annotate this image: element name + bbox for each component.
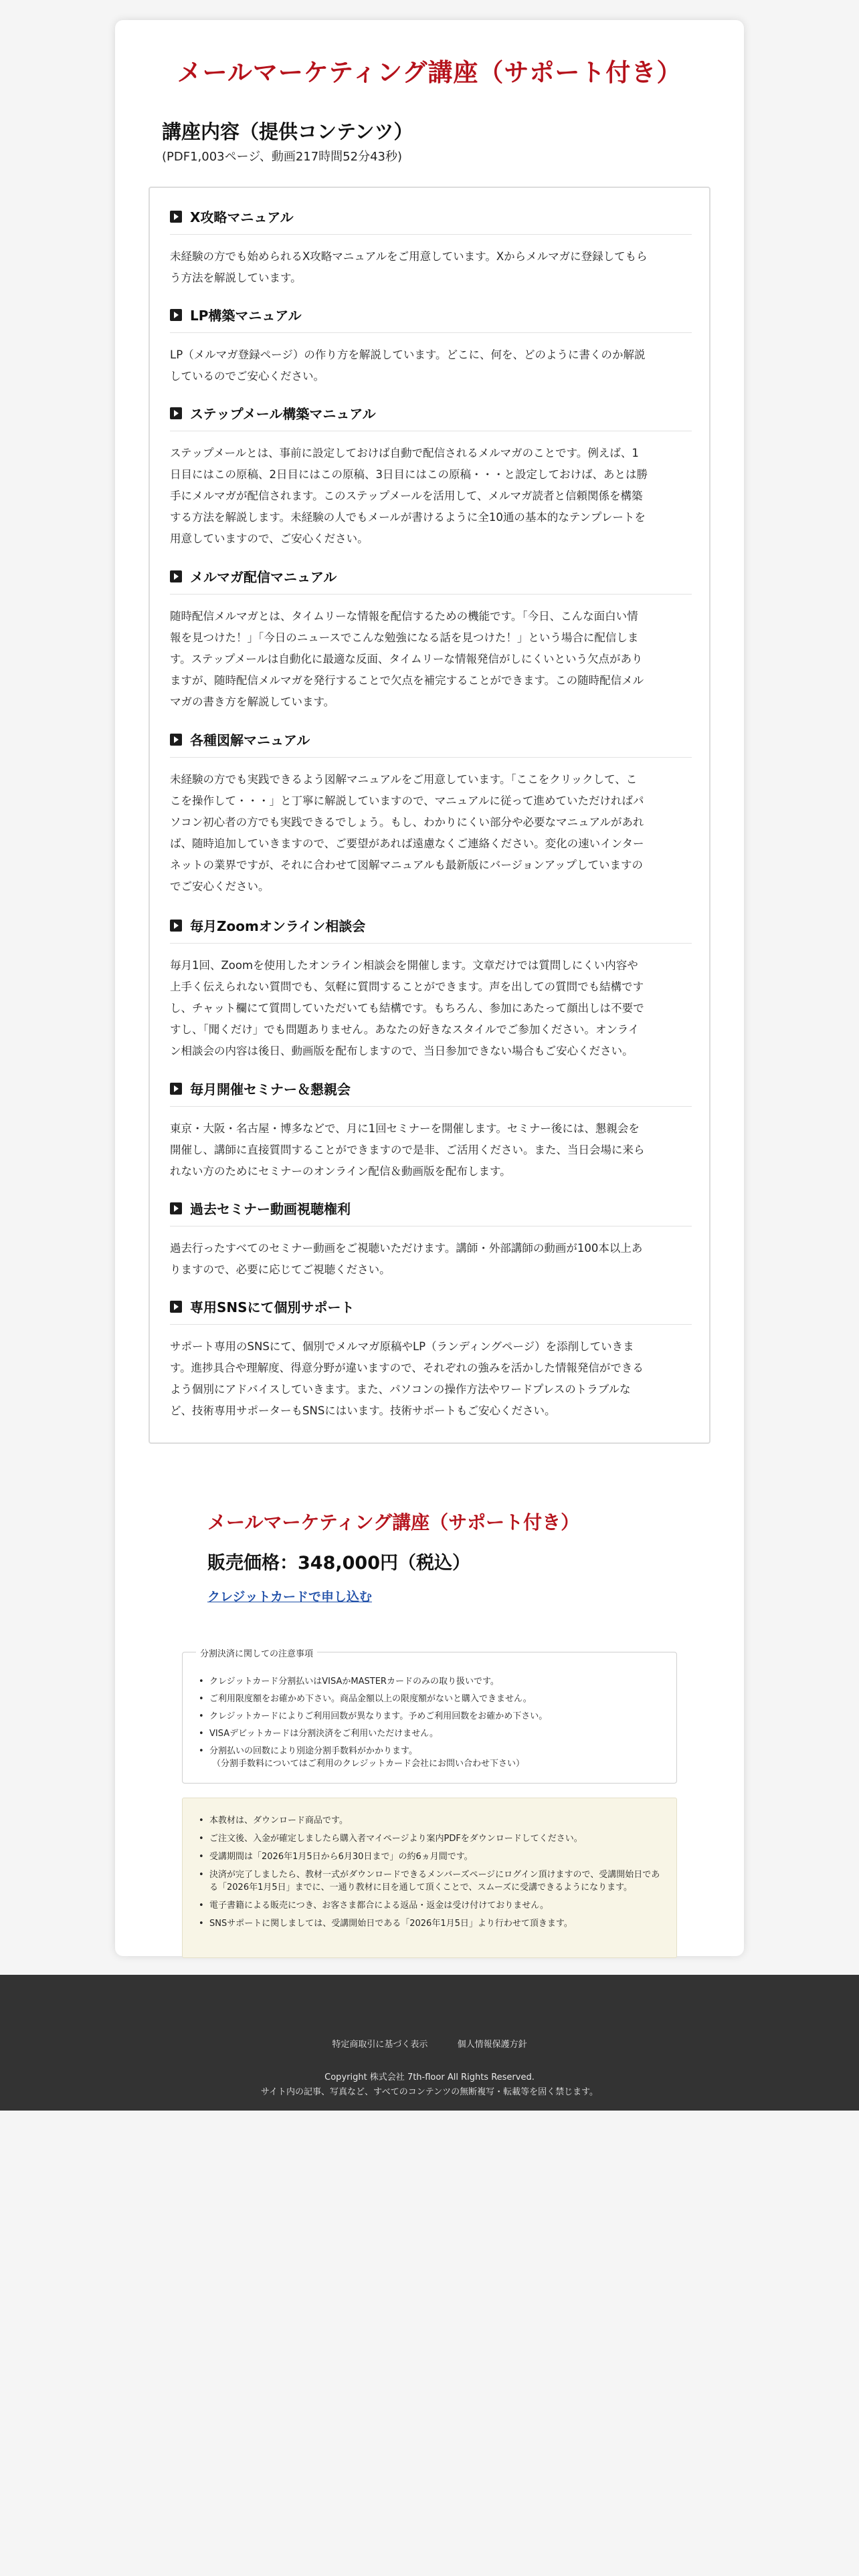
section-zukai-manual [170,730,692,897]
tokutei-link[interactable]: 特定商取引に基づく表示 [332,2040,428,2050]
section-x-manual [170,207,692,289]
section-title: 過去セミナー動画視聴権利 [190,1201,351,1217]
section-body: 過去行ったすべてのセミナー動画をご視聴いただけます。講師・外部講師の動画が100本以上あ りますので、必要に応じてご視聴ください。 [170,1242,643,1276]
section-title: LP構築マニュアル [190,308,302,324]
notice-label: 分割決済に関しての注意事項 [196,1646,317,1659]
section-body: 未経験の方でも実践できるよう図解マニュアルをご用意しています。「ここをクリックして、こ こを操作して・・・」と丁寧に解説していますので、マニュアルに従って進めていただければパ ソコン初心者の方でも実践できるでしょう。もし、わかりにくい部分や必要なマニュアルがあれ ば、随時追加していきますので、ご要望があれば遠慮なくご連絡ください。変化の速いインター ネットの業界ですが、それに合わせて図解マニュアルも最新版にバージョンアップしていますの でご安心ください。 [170,773,644,893]
list-item: • クレジットカード分割払いはVISAかMASTERカードのみの取り扱いです。 [209,1675,664,1688]
play-square-icon [170,920,182,932]
sale-price: 販売価格：348,000円（税込） [207,1553,470,1574]
section-body: LP（メルマガ登録ページ）の作り方を解説しています。どこに、何を、どのように書くのか解説 しているのでご安心ください。 [170,348,646,383]
purchase-info-box [182,1798,677,1958]
copyright-text: Copyright 株式会社 7th-floor All Rights Reserved. [324,2072,535,2082]
play-square-icon [170,1083,182,1095]
page-title: メールマーケティング講座（サポート付き） [177,58,682,87]
contents-subheading: (PDF1,003ページ、動画217時間52分43秒) [162,150,403,164]
sale-title: メールマーケティング講座（サポート付き） [207,1511,580,1533]
play-square-icon [170,1202,182,1214]
list-item: • 決済が完了しましたら、教材一式がダウンロードできるメンバーズページにログイン頂けますので、受講開始日である「2026年1月5日」までに、一通り教材に目を通して頂くことで、スムーズに受講できるようになります。 [209,1868,664,1894]
section-body: 未経験の方でも始められるX攻略マニュアルをご用意しています。Xからメルマガに登録してもら う方法を解説しています。 [170,250,648,284]
section-body: サポート専用のSNSにて、個別でメルマガ原稿やLP（ランディングページ）を添削していきま す。進捗具合や理解度、得意分野が違いますので、それぞれの強みを活かした情報発信ができる よう個別にアドバイスしていきます。また、パソコンの操作方法やワードプレスのトラブルな ど、技術専用サポーターもSNSにはいます。技術サポートもご安心ください。 [170,1340,644,1417]
play-square-icon [170,734,182,746]
section-title: 各種図解マニュアル [190,732,310,748]
section-title: ステップメール構築マニュアル [190,406,376,422]
list-item: • VISAデビットカードは分割決済をご利用いただけません。 [209,1727,664,1740]
section-body: 毎月1回、Zoomを使用したオンライン相談会を開催します。文章だけでは質問しにくい内容や 上手く伝えられない質問でも、気軽に質問することができます。声を出しての質問でも結構です し、チャット欄にて質問していただいても結構です。もちろん、参加にあたって顔出しは不要で すし、「聞くだけ」でも問題ありません。あなたの好きなスタイルでご参加ください。オンライ ン相談会の内容は後日、動画版を配布しますので、当日参加できない場合もご安心ください。 [170,959,644,1057]
main-card [115,20,744,1956]
list-item: • 電子書籍による販売につき、お客さま都合による返品・返金は受け付けておりません。 [209,1899,664,1912]
section-lp-manual [170,305,692,387]
section-body: 東京・大阪・名古屋・博多などで、月に1回セミナーを開催します。セミナー後には、懇親会を 開催し、講師に直接質問することができますので是非、ご活用ください。また、当日会場に来ら れない方のためにセミナーのオンライン配信＆動画版を配布します。 [170,1122,645,1178]
section-body: 随時配信メルマガとは、タイムリーな情報を配信するための機能です。「今日、こんな面白い情 報を見つけた！」「今日のニュースでこんな勉強になる話を見つけた！」という場合に配信しま す。ステップメールは自動化に最適な反面、タイムリーな情報発信がしにくいという欠点があり ますが、随時配信メルマガを発行することで欠点を補完することができます。この随時配信メル マガの書き方を解説しています。 [170,610,644,708]
list-item: • 本教材は、ダウンロード商品です。 [209,1814,664,1827]
credit-card-apply-link[interactable]: クレジットカードで申し込む [207,1590,372,1604]
list-item: • ご注文後、入金が確定しましたら購入者マイページより案内PDFをダウンロードしてください。 [209,1832,664,1845]
list-item: • 分割払いの回数により別途分割手数料がかかります。 （分割手数料についてはご利用のクレジットカード会社にお問い合わせ下さい） [209,1745,664,1770]
section-seminar [170,1079,692,1182]
section-stepmail-manual [170,403,692,550]
section-body: ステップメールとは、事前に設定しておけば自動で配信されるメルマガのことです。例えば、1 日目にはこの原稿、2日目にはこの原稿、3日目にはこの原稿・・・と設定しておけば、あとは勝 手にメルマガが配信されます。このステップメールを活用して、メルマガ読者と信頼関係を構築 する方法を解説します。未経験の人でもメールが書けるように全10通の基本的なテンプレートを 用意していますので、ご安心ください。 [170,447,648,545]
contents-heading: 講座内容（提供コンテンツ） [162,120,413,143]
info-list [209,1814,664,1935]
section-title: メルマガ配信マニュアル [190,569,337,585]
section-zoom-consult [170,916,692,1062]
notice-list [209,1675,664,1775]
privacy-policy-link[interactable]: 個人情報保護方針 [457,2040,527,2050]
section-sns-support [170,1297,692,1422]
list-item: • クレジットカードによりご利用回数が異なります。予めご利用回数をお確かめ下さい。 [209,1710,664,1723]
section-past-seminar-video [170,1198,692,1281]
section-title: 毎月Zoomオンライン相談会 [190,918,366,934]
play-square-icon [170,407,182,419]
play-square-icon [170,1301,182,1313]
list-item: • ご利用限度額をお確かめ下さい。商品金額以上の限度額がないと購入できません。 [209,1693,664,1705]
section-title: 毎月開催セミナー＆懇親会 [190,1081,351,1097]
list-item: • SNSサポートに関しましては、受講開始日である「2026年1月5日」より行わせて頂きます。 [209,1917,664,1930]
play-square-icon [170,211,182,223]
installment-notice-box [182,1649,677,1784]
play-square-icon [170,570,182,582]
copyright-notice: サイト内の記事、写真など、すべてのコンテンツの無断複写・転載等を固く禁じます。 [260,2087,599,2097]
section-title: X攻略マニュアル [190,209,294,225]
play-square-icon [170,309,182,321]
section-mailmag-manual [170,566,692,713]
site-footer [0,1975,859,2111]
footer-copyright [0,2070,859,2100]
section-title: 専用SNSにて個別サポート [190,1299,355,1315]
contents-box [149,187,710,1444]
footer-links [0,2037,859,2050]
list-item: • 受講期間は「2026年1月5日から6月30日まで」の約6ヵ月間です。 [209,1850,664,1863]
